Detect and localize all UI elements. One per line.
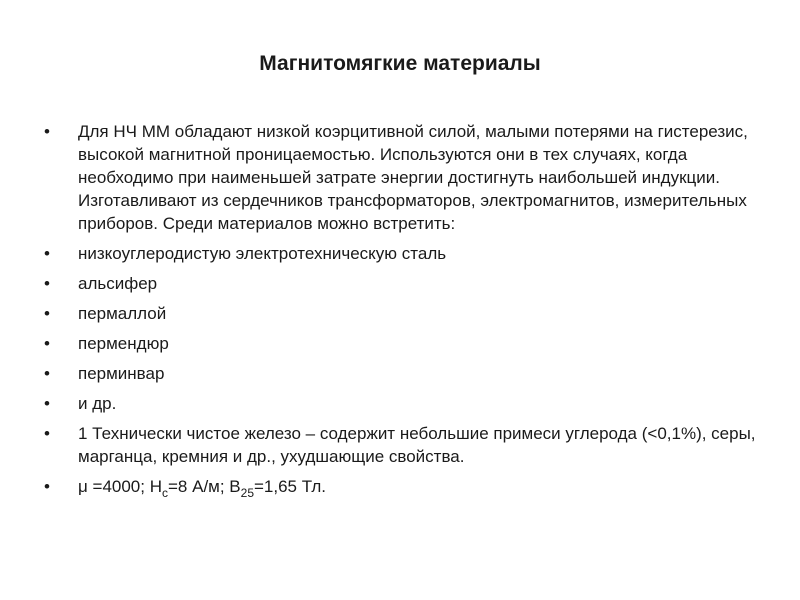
- bullet-dot: •: [44, 334, 50, 353]
- formula-sub-c: c: [162, 486, 168, 500]
- bullet-item: [40, 242, 760, 265]
- bullet-dot: •: [44, 364, 50, 383]
- bullet-item: [40, 392, 760, 415]
- bullet-intro: [40, 120, 760, 235]
- formula-part-1: μ =4000; H: [78, 477, 162, 496]
- bullet-item: [40, 272, 760, 295]
- bullet-dot: •: [44, 424, 50, 443]
- formula-text: [78, 477, 327, 500]
- bullet-dot: •: [44, 244, 50, 263]
- bullet-dot: •: [44, 122, 50, 141]
- item-text: 1 Технически чистое железо – содержит небольшие примеси углерода (<0,1%), серы, марганца, кремния и др., ухудшающие свойства.: [78, 424, 756, 466]
- bullet-dot: •: [44, 477, 50, 496]
- bullet-dot: •: [44, 304, 50, 323]
- formula-part-2: =8 А/м; B: [168, 477, 241, 496]
- bullet-formula: [40, 475, 760, 498]
- intro-text: Для НЧ ММ обладают низкой коэрцитивной силой, малыми потерями на гистерезис, высокой магнитной проницаемостью. Используются они в тех случаях, когда необходимо при наименьшей затрате энергии достигнуть наибольшей индукции. Изготавливают из сердечников трансформаторов, электромагнитов, измерительных приборов. Среди материалов можно встретить:: [78, 122, 748, 233]
- bullet-item: [40, 422, 760, 468]
- item-text: низкоуглеродистую электротехническую сталь: [78, 244, 447, 263]
- item-text: альсифер: [78, 274, 158, 293]
- bullet-list: [40, 120, 760, 505]
- slide-title: Магнитомягкие материалы: [259, 52, 541, 75]
- item-text: пермаллой: [78, 304, 167, 323]
- bullet-dot: •: [44, 394, 50, 413]
- bullet-item: [40, 302, 760, 325]
- item-text: перминвар: [78, 364, 165, 383]
- bullet-item: [40, 362, 760, 385]
- item-text: и др.: [78, 394, 117, 413]
- formula-sub-25: 25: [240, 486, 254, 500]
- item-text: пермендюр: [78, 334, 169, 353]
- bullet-item: [40, 332, 760, 355]
- formula-part-3: =1,65 Тл.: [254, 477, 327, 496]
- bullet-dot: •: [44, 274, 50, 293]
